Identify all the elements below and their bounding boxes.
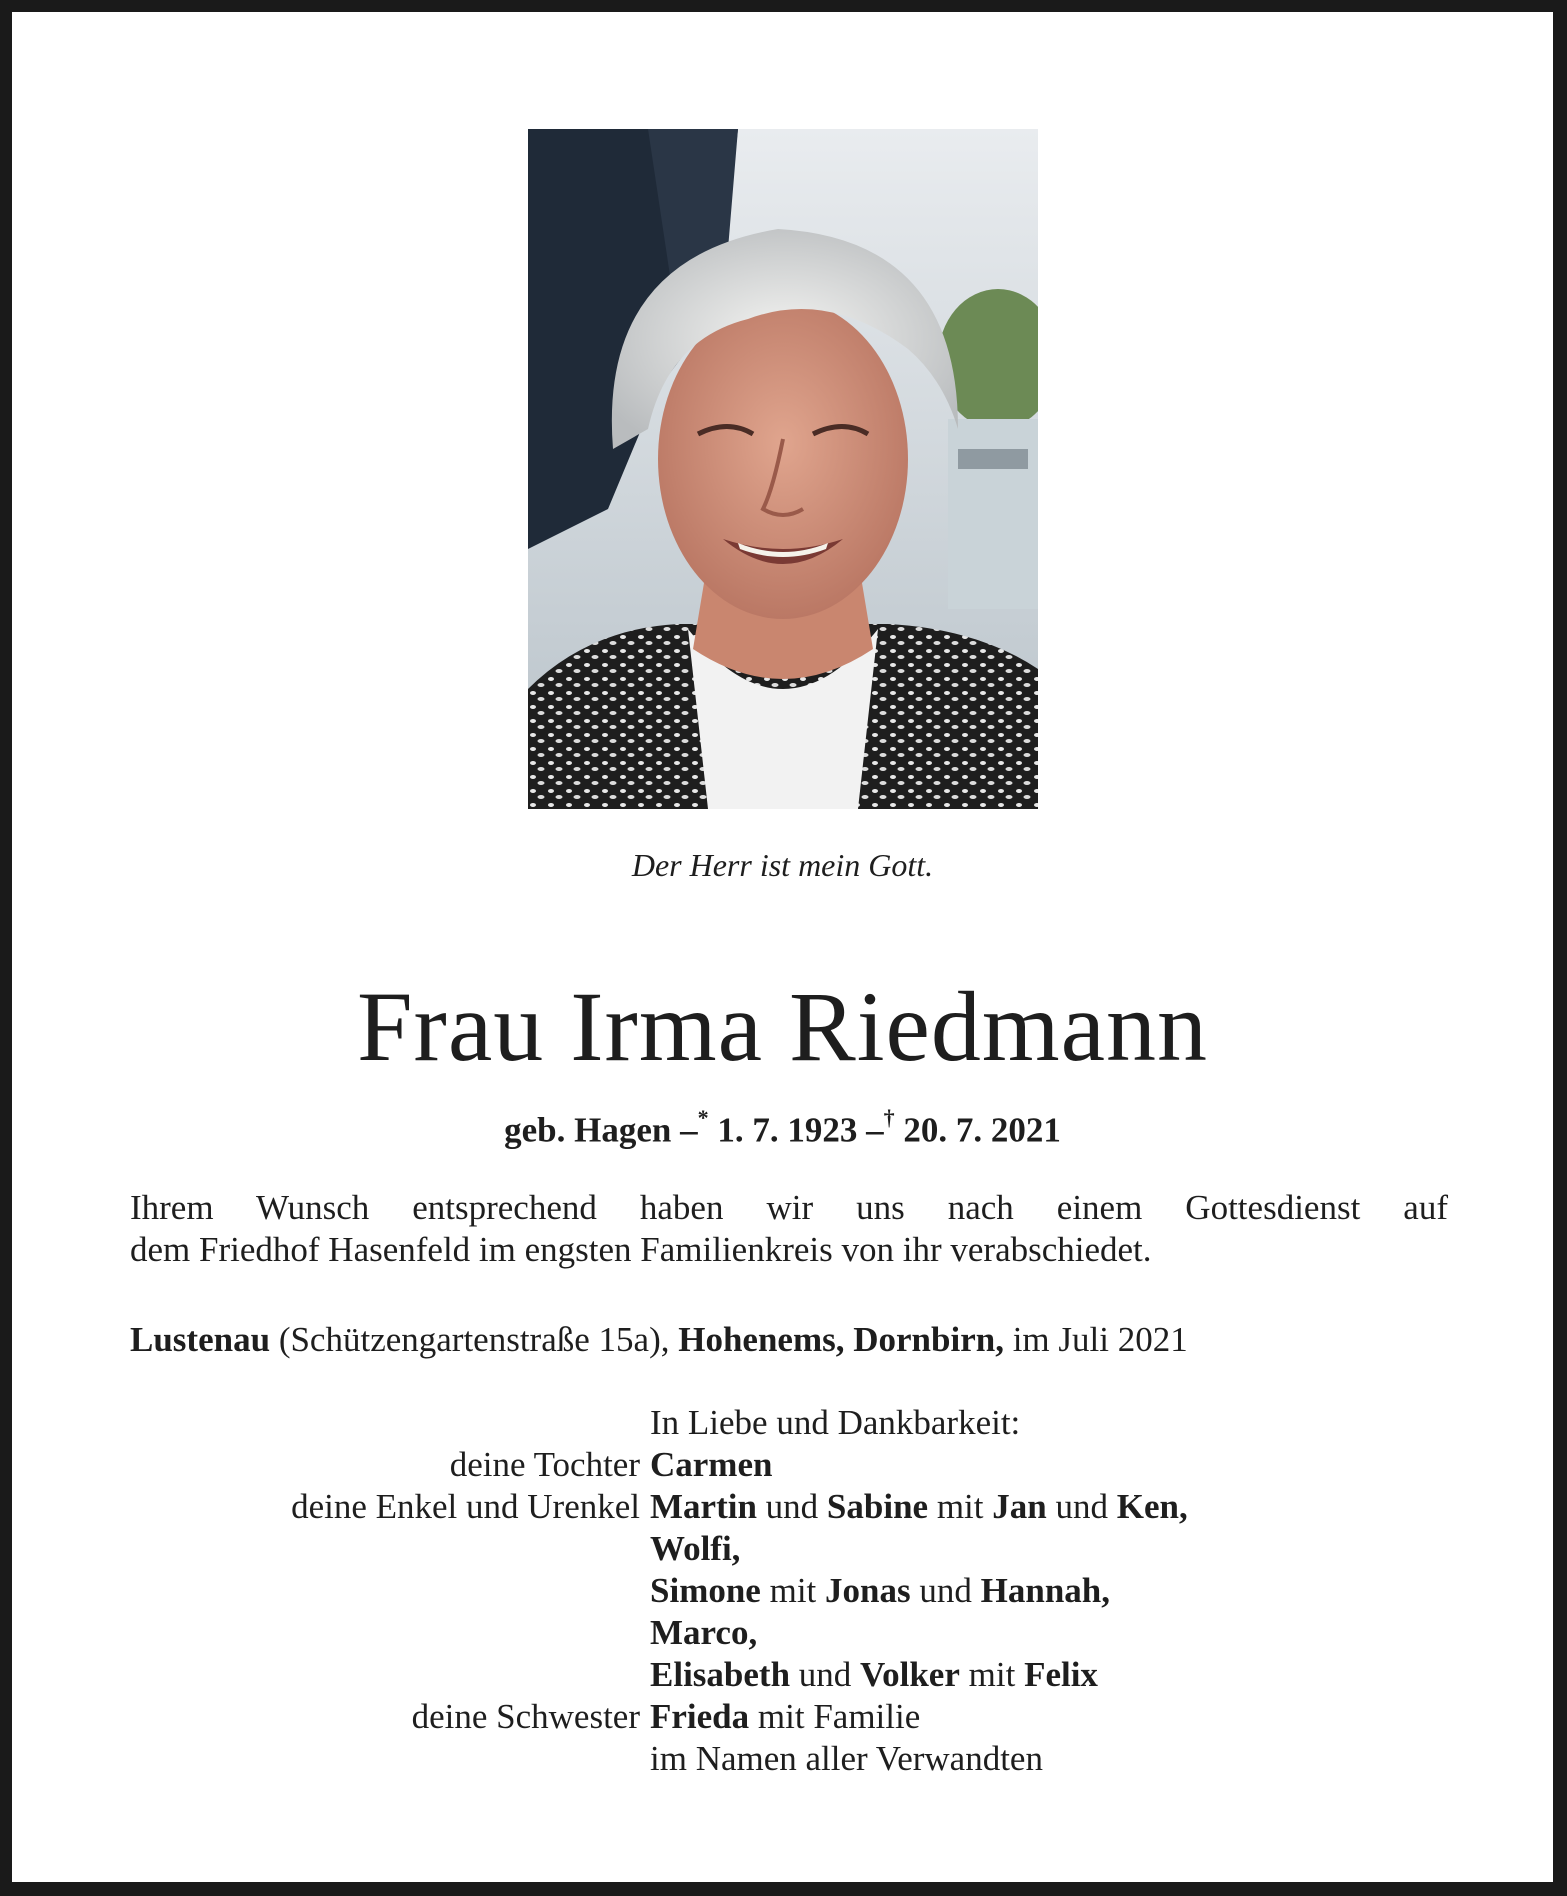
signer-row (130, 1444, 1470, 1486)
connector: mit (760, 1571, 826, 1610)
name-frieda: Frieda (650, 1697, 750, 1736)
connector: und (790, 1655, 861, 1694)
birth-symbol: * (697, 1105, 709, 1130)
towns-hohenems-dornbirn: Hohenems, Dornbirn, (678, 1320, 1004, 1359)
signer-row (130, 1654, 1470, 1696)
deceased-name: Frau Irma Riedmann (356, 971, 1209, 1082)
signers (130, 1402, 1470, 1780)
name-marco: Marco, (650, 1613, 758, 1652)
separator: – (866, 1110, 884, 1150)
name-jan: Jan (992, 1487, 1047, 1526)
name-elisabeth: Elisabeth (650, 1655, 791, 1694)
signers-intro: In Liebe und Dankbarkeit: (650, 1403, 1021, 1442)
name-martin: Martin (650, 1487, 757, 1526)
town-lustenau: Lustenau (130, 1320, 271, 1359)
connector: mit (959, 1655, 1025, 1694)
separator: – (680, 1110, 698, 1150)
name-sabine: Sabine (826, 1487, 929, 1526)
connector: und (756, 1487, 827, 1526)
connector: und (1046, 1487, 1117, 1526)
sister-suffix: mit Familie (749, 1697, 921, 1736)
name-volker: Volker (860, 1655, 960, 1694)
portrait-image (528, 129, 1038, 809)
message (130, 1187, 1448, 1271)
name-wolfi: Wolfi, (650, 1529, 741, 1568)
signer-row (130, 1570, 1470, 1612)
birth-name: geb. Hagen (504, 1110, 672, 1150)
name-jonas: Jonas (825, 1571, 911, 1610)
address: (Schützengartenstraße 15a), (270, 1320, 679, 1359)
role-grandchildren: deine Enkel und Urenkel (291, 1487, 640, 1526)
birth-date: 1. 7. 1923 (717, 1110, 858, 1150)
message-line-1: Ihrem Wunsch entsprechend haben wir uns nach einem Gottesdienst auf (130, 1188, 1448, 1227)
obituary-page (12, 12, 1553, 1882)
connector: und (910, 1571, 981, 1610)
signer-row (130, 1738, 1470, 1780)
death-date: 20. 7. 2021 (903, 1110, 1061, 1150)
signer-row (130, 1528, 1470, 1570)
role-daughter: deine Tochter (449, 1445, 640, 1484)
role-sister: deine Schwester (411, 1697, 640, 1736)
signer-row (130, 1696, 1470, 1738)
death-symbol: † (883, 1105, 895, 1130)
month-year: im Juli 2021 (1003, 1320, 1188, 1359)
name-simone: Simone (650, 1571, 761, 1610)
name-ken: Ken, (1116, 1487, 1188, 1526)
portrait-photo (528, 129, 1038, 809)
name-felix: Felix (1024, 1655, 1098, 1694)
signer-row (130, 1612, 1470, 1654)
place-and-date (130, 1319, 1470, 1361)
signer-row (130, 1486, 1470, 1528)
life-dates (12, 1105, 1553, 1151)
name-carmen: Carmen (650, 1445, 773, 1484)
motto: Der Herr ist mein Gott. (631, 847, 934, 883)
closing-line: im Namen aller Verwandten (650, 1739, 1043, 1778)
connector: mit (928, 1487, 993, 1526)
name-hannah: Hannah, (980, 1571, 1111, 1610)
message-line-2: dem Friedhof Hasenfeld im engsten Familienkreis von ihr verabschiedet. (130, 1230, 1152, 1269)
